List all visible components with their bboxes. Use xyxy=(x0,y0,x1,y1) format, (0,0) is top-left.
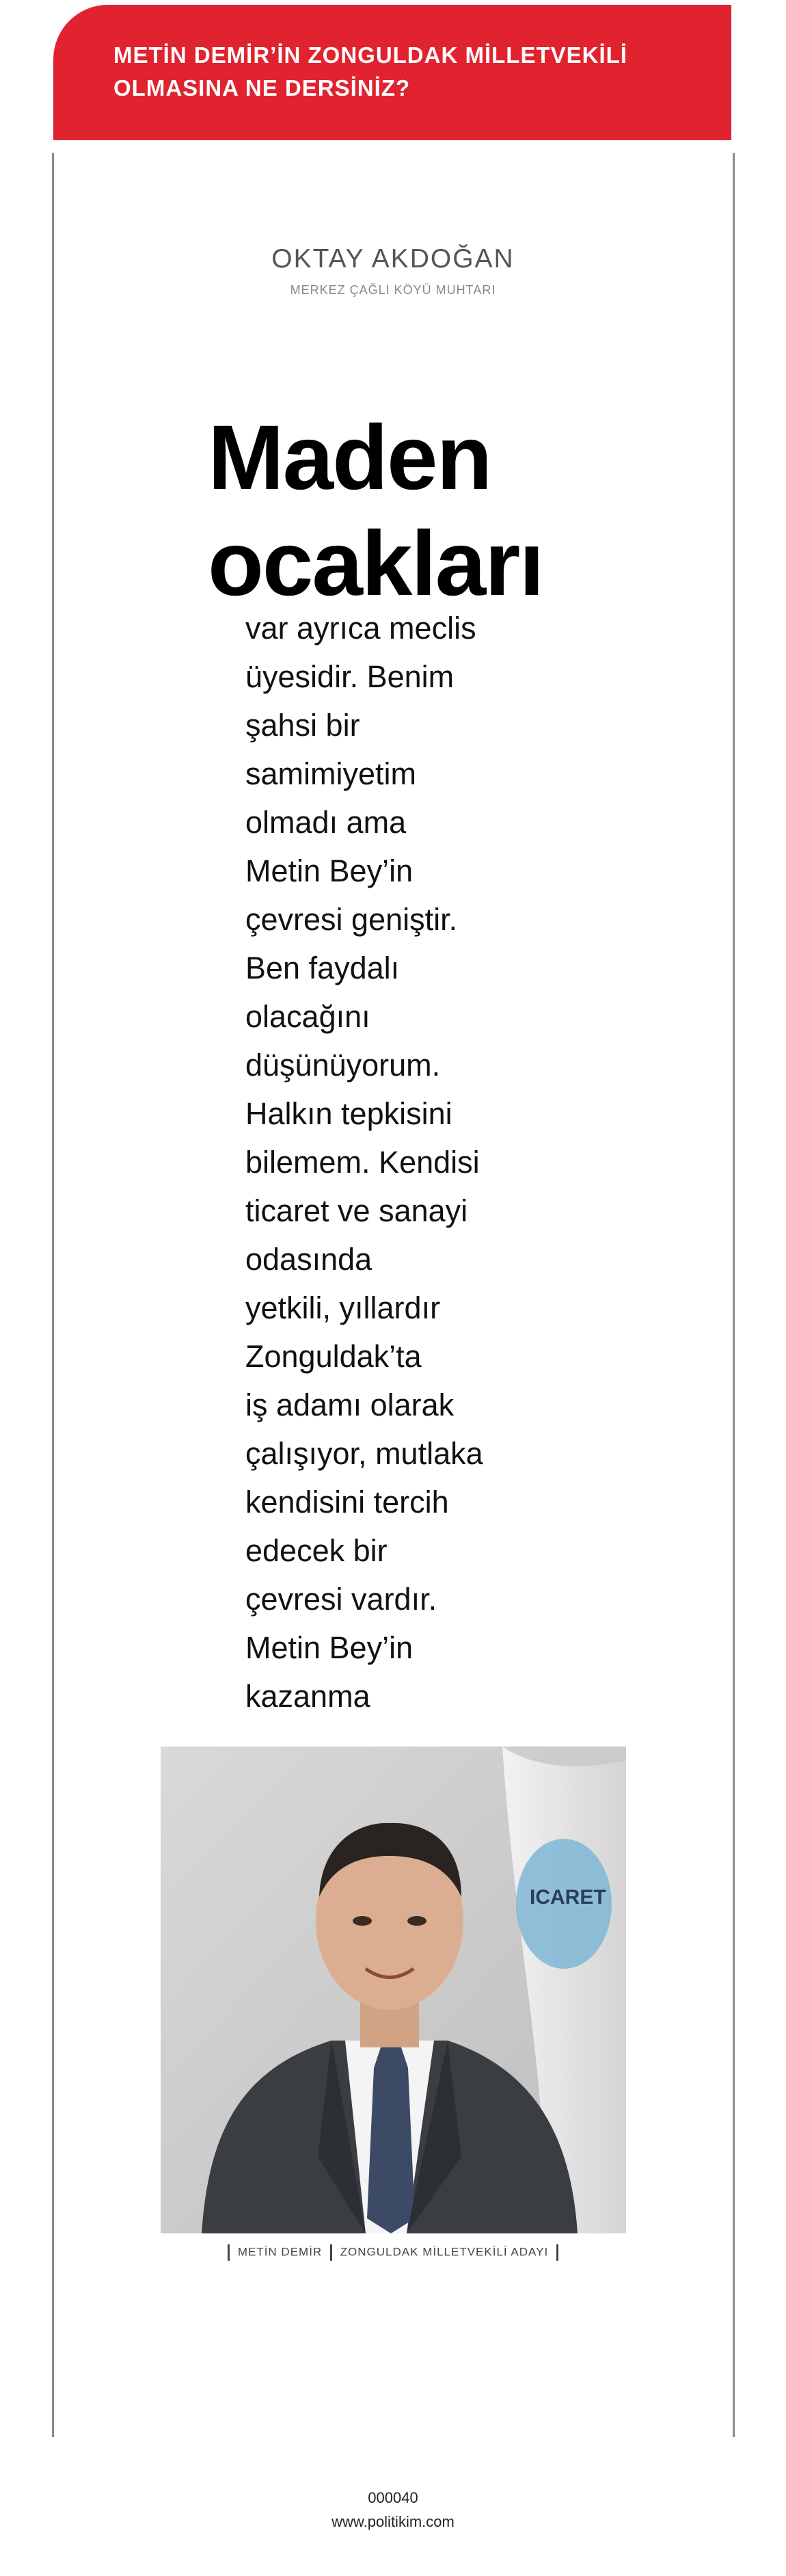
article-body xyxy=(245,604,601,1721)
body-line: Halkın tepkisini xyxy=(245,1096,452,1131)
body-line: Ben faydalı xyxy=(245,951,400,985)
headline-line-2: ocakları xyxy=(208,513,543,615)
website-link[interactable]: www.politikim.com xyxy=(331,2513,455,2530)
caption-title: ZONGULDAK MİLLETVEKİLİ ADAYI xyxy=(340,2245,549,2259)
body-line: Metin Bey’in xyxy=(245,853,414,888)
body-line: şahsi bir xyxy=(245,708,360,743)
body-line: iş adamı olarak xyxy=(245,1387,455,1422)
body-line: samimiyetim xyxy=(245,756,417,791)
article-headline xyxy=(208,405,632,617)
body-line: bilemem. Kendisi xyxy=(245,1145,480,1180)
body-line: çalışıyor, mutlaka xyxy=(245,1436,483,1471)
right-rule xyxy=(733,153,735,2437)
body-line: olmadı ama xyxy=(245,805,407,840)
body-line: çevresi geniştir. xyxy=(245,902,458,937)
body-line: üyesidir. Benim xyxy=(245,659,455,694)
left-rule xyxy=(52,153,54,2437)
body-line: düşünüyorum. xyxy=(245,1048,441,1083)
caption-divider xyxy=(228,2244,230,2261)
portrait-illustration xyxy=(161,1747,626,2233)
body-line: kazanma xyxy=(245,1679,370,1714)
body-line: Metin Bey’in xyxy=(245,1630,414,1665)
caption-divider xyxy=(330,2244,332,2261)
body-line: çevresi vardır. xyxy=(245,1582,437,1617)
body-line: olacağını xyxy=(245,999,370,1034)
body-line: kendisini tercih xyxy=(245,1485,449,1519)
body-line: edecek bir xyxy=(245,1533,388,1568)
caption-divider xyxy=(556,2244,558,2261)
page-number: 000040 xyxy=(368,2489,418,2506)
portrait-photo xyxy=(161,1747,626,2233)
flag-text: ICARET xyxy=(530,1886,606,1909)
body-line: yetkili, yıllardır xyxy=(245,1290,441,1325)
body-line: odasında xyxy=(245,1242,372,1277)
banner-title: METİN DEMİR’İN ZONGULDAK MİLLETVEKİLİ OLMASINA NE DERSİNİZ? xyxy=(113,42,627,101)
person-role: MERKEZ ÇAĞLI KÖYÜ MUHTARI xyxy=(290,283,496,297)
header-banner xyxy=(53,5,731,140)
tie xyxy=(367,2047,415,2233)
body-line: ticaret ve sanayi xyxy=(245,1193,468,1228)
body-line: Zonguldak’ta xyxy=(245,1339,422,1374)
photo-caption xyxy=(0,2244,786,2261)
caption-name: METİN DEMİR xyxy=(237,2245,323,2259)
headline-line-1: Maden xyxy=(208,407,491,509)
body-line: var ayrıca meclis xyxy=(245,611,476,646)
person-name: OKTAY AKDOĞAN xyxy=(271,244,515,274)
